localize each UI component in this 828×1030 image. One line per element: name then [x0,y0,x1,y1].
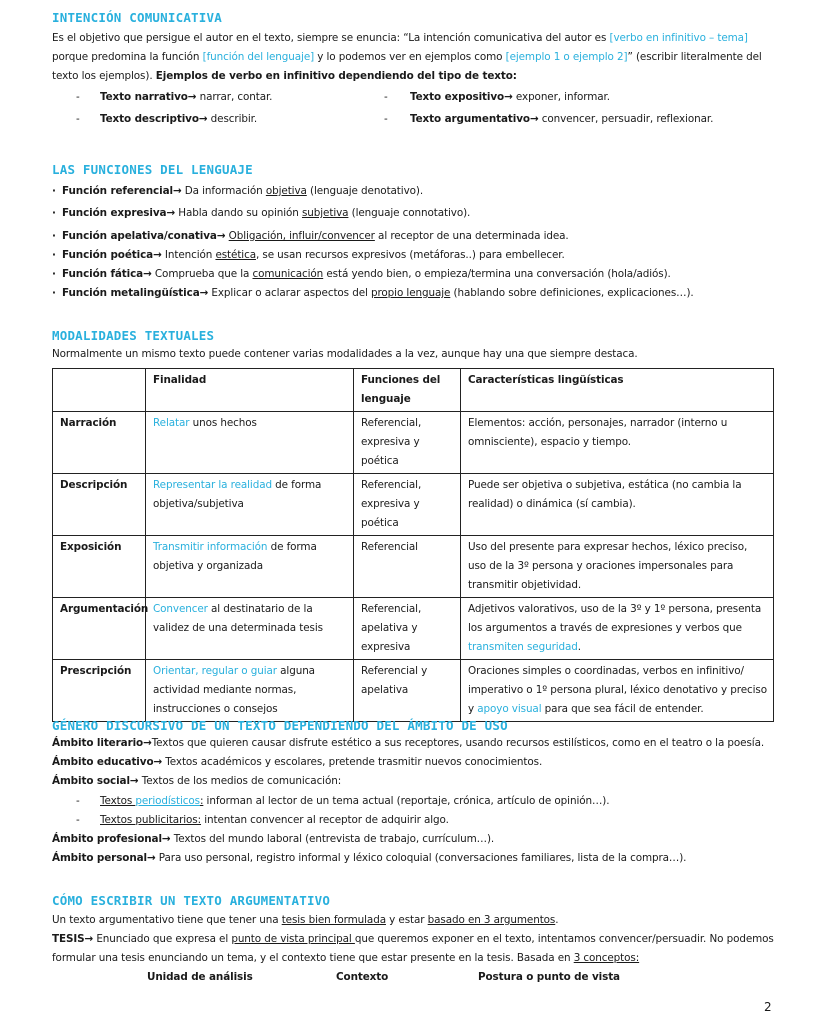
item-label: Función apelativa/conativa [62,230,217,242]
item-text: convencer, persuadir, reflexionar. [538,113,714,125]
bold-text: Ámbito educativo [52,756,154,768]
funcion-item [52,185,423,197]
column-header: Finalidad [146,369,354,412]
arrow-icon: → [199,287,209,299]
item-label: Función expresiva [62,207,167,219]
concept-contexto: Contexto [336,971,389,983]
row-label: Exposición [53,536,146,598]
table-row [53,598,774,660]
section-title-intencion: INTENCIÓN COMUNICATIVA [52,10,222,25]
cell-funciones: Referencial, expresiva y poética [354,474,461,536]
placeholder-function: [función del lenguaje] [202,51,315,63]
list-item: - [384,113,388,125]
underlined-text: Textos publicitarios: [100,814,202,826]
bullet-icon: · [52,249,56,261]
text: unos hechos [189,417,257,429]
modalidades-table [52,368,774,722]
ambito-personal [52,852,686,864]
argumentativo-intro [52,914,558,926]
text: Adjetivos valorativos, uso de la 3º y 1º persona, presenta los argumentos a través de expresiones y verbos que [468,603,762,634]
item-text: exponer, informar. [512,91,610,103]
item-label: Texto descriptivo [100,113,199,125]
section-title-funciones: LAS FUNCIONES DEL LENGUAJE [52,162,253,177]
table-row [53,412,774,474]
row-label: Prescripción [53,660,146,722]
item-text: narrar, contar. [196,91,273,103]
text: Oraciones simples o coordinadas, verbos en infinitivo/ imperativo o 1º persona plural, léxico denotativo y preciso y [468,665,767,715]
text: (lenguaje denotativo). [306,185,424,197]
list-item: - [76,814,80,826]
section-title-argumentativo: CÓMO ESCRIBIR UN TEXTO ARGUMENTATIVO [52,893,331,908]
arrow-icon: → [166,207,176,219]
item-label: Texto expositivo [410,91,505,103]
text: . [577,641,581,653]
list-item [100,113,257,125]
cell-finalidad [146,412,354,474]
underlined-text: objetiva [265,185,307,197]
text: Textos académicos y escolares, pretende trasmitir nuevos conocimientos. [162,756,543,768]
modalidades-intro: Normalmente un mismo texto puede contener varias modalidades a la vez, aunque hay una que siempre destaca. [52,348,638,360]
arrow-icon: → [161,833,171,845]
list-item [410,113,713,125]
text: intentan convencer al receptor de adquirir algo. [201,814,449,826]
bullet-icon: · [52,230,56,242]
row-label: Descripción [53,474,146,536]
placeholder-verb: [verbo en infinitivo – tema] [609,32,748,44]
item-label: Función referencial [62,185,173,197]
text: que queremos exponer en el texto, intentamos convencer/persuadir. No podemos [354,933,774,945]
tesis-line-2 [52,952,639,964]
text: al receptor de una determinada idea. [374,230,569,242]
bold-text: TESIS [52,933,85,945]
row-label: Narración [53,412,146,474]
arrow-icon: → [143,737,152,749]
bullet-icon: · [52,287,56,299]
text: Elementos: acción, personajes, narrador (interno u omnisciente), espacio y tiempo. [468,417,728,448]
arrow-icon: → [84,933,94,945]
funcion-item [52,287,694,299]
list-item [100,91,272,103]
underlined-text: periodísticos [135,795,200,807]
underlined-text: estética [215,249,256,261]
highlight-text: Representar la realidad [153,479,272,491]
text: Textos del mundo laboral (entrevista de trabajo, currículum…). [170,833,495,845]
funcion-item [52,230,569,242]
column-header: Características lingüísticas [461,369,774,412]
section-title-modalidades: MODALIDADES TEXTUALES [52,328,215,343]
column-header: Funciones del lenguaje [354,369,461,412]
highlight-text: Convencer [153,603,208,615]
list-item: - [76,113,80,125]
text: formular una tesis enunciando un tema, y el contexto tiene que estar presente en la tesis. Basada en [52,952,574,964]
bullet-icon: · [52,185,56,197]
funcion-item [52,207,470,219]
text: . [555,914,559,926]
cell-funciones: Referencial [354,536,461,598]
bold-text: Ámbito social [52,775,130,787]
text: al destinatario de la validez de una determinada tesis [153,603,323,634]
bold-text: Ejemplos de verbo en infinitivo dependiendo del tipo de texto: [155,70,517,82]
funcion-item [52,249,565,261]
cell-funciones: Referencial y apelativa [354,660,461,722]
arrow-icon: → [529,113,539,125]
arrow-icon: → [216,230,226,242]
arrow-icon: → [147,852,156,864]
cell-funciones: Referencial, apelativa y expresiva [354,598,461,660]
bullet-icon: · [52,207,56,219]
text: de forma objetiva y organizada [153,541,317,572]
item-label: Función poética [62,249,154,261]
cell-caracteristicas [461,412,774,474]
section-title-genero: GÉNERO DISCURSIVO DE UN TEXTO DEPENDIENDO DEL ÁMBITO DE USO [52,718,508,733]
text: alguna actividad mediante normas, instrucciones o consejos [153,665,315,715]
cell-caracteristicas [461,598,774,660]
underlined-text: Textos [100,795,136,807]
text: (hablando sobre definiciones, explicaciones…). [450,287,694,299]
text: para que sea fácil de entender. [541,703,704,715]
arrow-icon: → [153,756,163,768]
table-row [53,660,774,722]
column-header [53,369,146,412]
underlined-text: subjetiva [301,207,349,219]
underlined-text: comunicación [252,268,324,280]
text: Puede ser objetiva o subjetiva, estática (no cambia la realidad) o dinámica (sí cambia). [468,479,742,510]
text: (lenguaje connotativo). [348,207,471,219]
cell-caracteristicas [461,536,774,598]
intencion-paragraph [52,29,774,86]
table-row [53,474,774,536]
table-row [53,536,774,598]
cell-finalidad [146,474,354,536]
text: y lo podemos ver en ejemplos como [314,51,506,63]
highlight-text: Orientar, regular o guiar [153,665,277,677]
underlined-text: : [199,795,204,807]
underlined-text: Obligación, influir/convencer [228,230,375,242]
text: porque predomina la función [52,51,203,63]
text: Un texto argumentativo tiene que tener una [52,914,282,926]
highlight-text: transmiten seguridad [468,641,578,653]
ambito-literario [52,737,764,749]
arrow-icon: → [172,185,182,197]
underlined-text: basado en 3 argumentos [427,914,556,926]
cell-funciones: Referencial, expresiva y poética [354,412,461,474]
item-label: Función fática [62,268,144,280]
text: y estar [385,914,428,926]
item-label: Texto argumentativo [410,113,530,125]
text: , se usan recursos expresivos (metáforas..) para embellecer. [255,249,565,261]
placeholder-example: [ejemplo 1 o ejemplo 2] [505,51,628,63]
funcion-item [52,268,671,280]
text: de forma objetiva/subjetiva [153,479,322,510]
underlined-text: propio lenguaje [370,287,451,299]
highlight-text: Relatar [153,417,190,429]
cell-finalidad [146,660,354,722]
tesis-line-1 [52,933,774,945]
highlight-text: Transmitir información [153,541,268,553]
textos-publicitarios [100,814,449,826]
text: Uso del presente para expresar hechos, léxico preciso, uso de la 3º persona y oraciones impersonales para transmitir objetividad. [468,541,748,591]
arrow-icon: → [129,775,139,787]
page-number: 2 [764,1000,772,1014]
text: ” (escribir literalmente del [627,51,762,63]
text: Para uso personal, registro informal y léxico coloquial (conversaciones familiares, lista de la compra…). [155,852,687,864]
underlined-text: punto de vista principal [231,933,355,945]
arrow-icon: → [504,91,513,103]
highlight-text: apoyo visual [477,703,542,715]
text: Da información [181,185,266,197]
arrow-icon: → [198,113,208,125]
text: Intención [161,249,216,261]
bold-text: Ámbito personal [52,852,147,864]
item-text: describir. [207,113,258,125]
cell-caracteristicas [461,474,774,536]
bold-text: Ámbito profesional [52,833,162,845]
text: informan al lector de un tema actual (reportaje, crónica, artículo de opinión…). [203,795,610,807]
cell-finalidad [146,536,354,598]
text: Es el objetivo que persigue el autor en el texto, siempre se enuncia: “La intención comunicativa del autor es [52,32,610,44]
textos-periodisticos [100,795,609,807]
arrow-icon: → [153,249,162,261]
text: Textos de los medios de comunicación: [138,775,342,787]
text: Enunciado que expresa el [93,933,232,945]
item-label: Texto narrativo [100,91,188,103]
text: Habla dando su opinión [175,207,302,219]
bullet-icon: · [52,268,56,280]
text: Explicar o aclarar aspectos del [208,287,371,299]
list-item: - [76,795,80,807]
underlined-text: tesis bien formulada [281,914,386,926]
ambito-profesional [52,833,494,845]
row-label: Argumentación [53,598,146,660]
cell-finalidad [146,598,354,660]
concept-unidad: Unidad de análisis [147,971,253,983]
text: texto los ejemplos). [52,70,156,82]
text: Textos que quieren causar disfrute estético a sus receptores, usando recursos estilísticos, como en el teatro o la poesía. [151,737,765,749]
item-label: Función metalingüística [62,287,200,299]
ambito-social [52,775,341,787]
ambito-educativo [52,756,542,768]
concept-postura: Postura o punto de vista [478,971,620,983]
list-item: - [384,91,388,103]
list-item: - [76,91,80,103]
list-item [410,91,610,103]
text: está yendo bien, o empieza/termina una conversación (hola/adiós). [323,268,671,280]
bold-text: Ámbito literario [52,737,144,749]
text: Comprueba que la [151,268,253,280]
underlined-text: 3 conceptos: [573,952,640,964]
arrow-icon: → [187,91,197,103]
table-header-row [53,369,774,412]
arrow-icon: → [143,268,152,280]
cell-caracteristicas [461,660,774,722]
